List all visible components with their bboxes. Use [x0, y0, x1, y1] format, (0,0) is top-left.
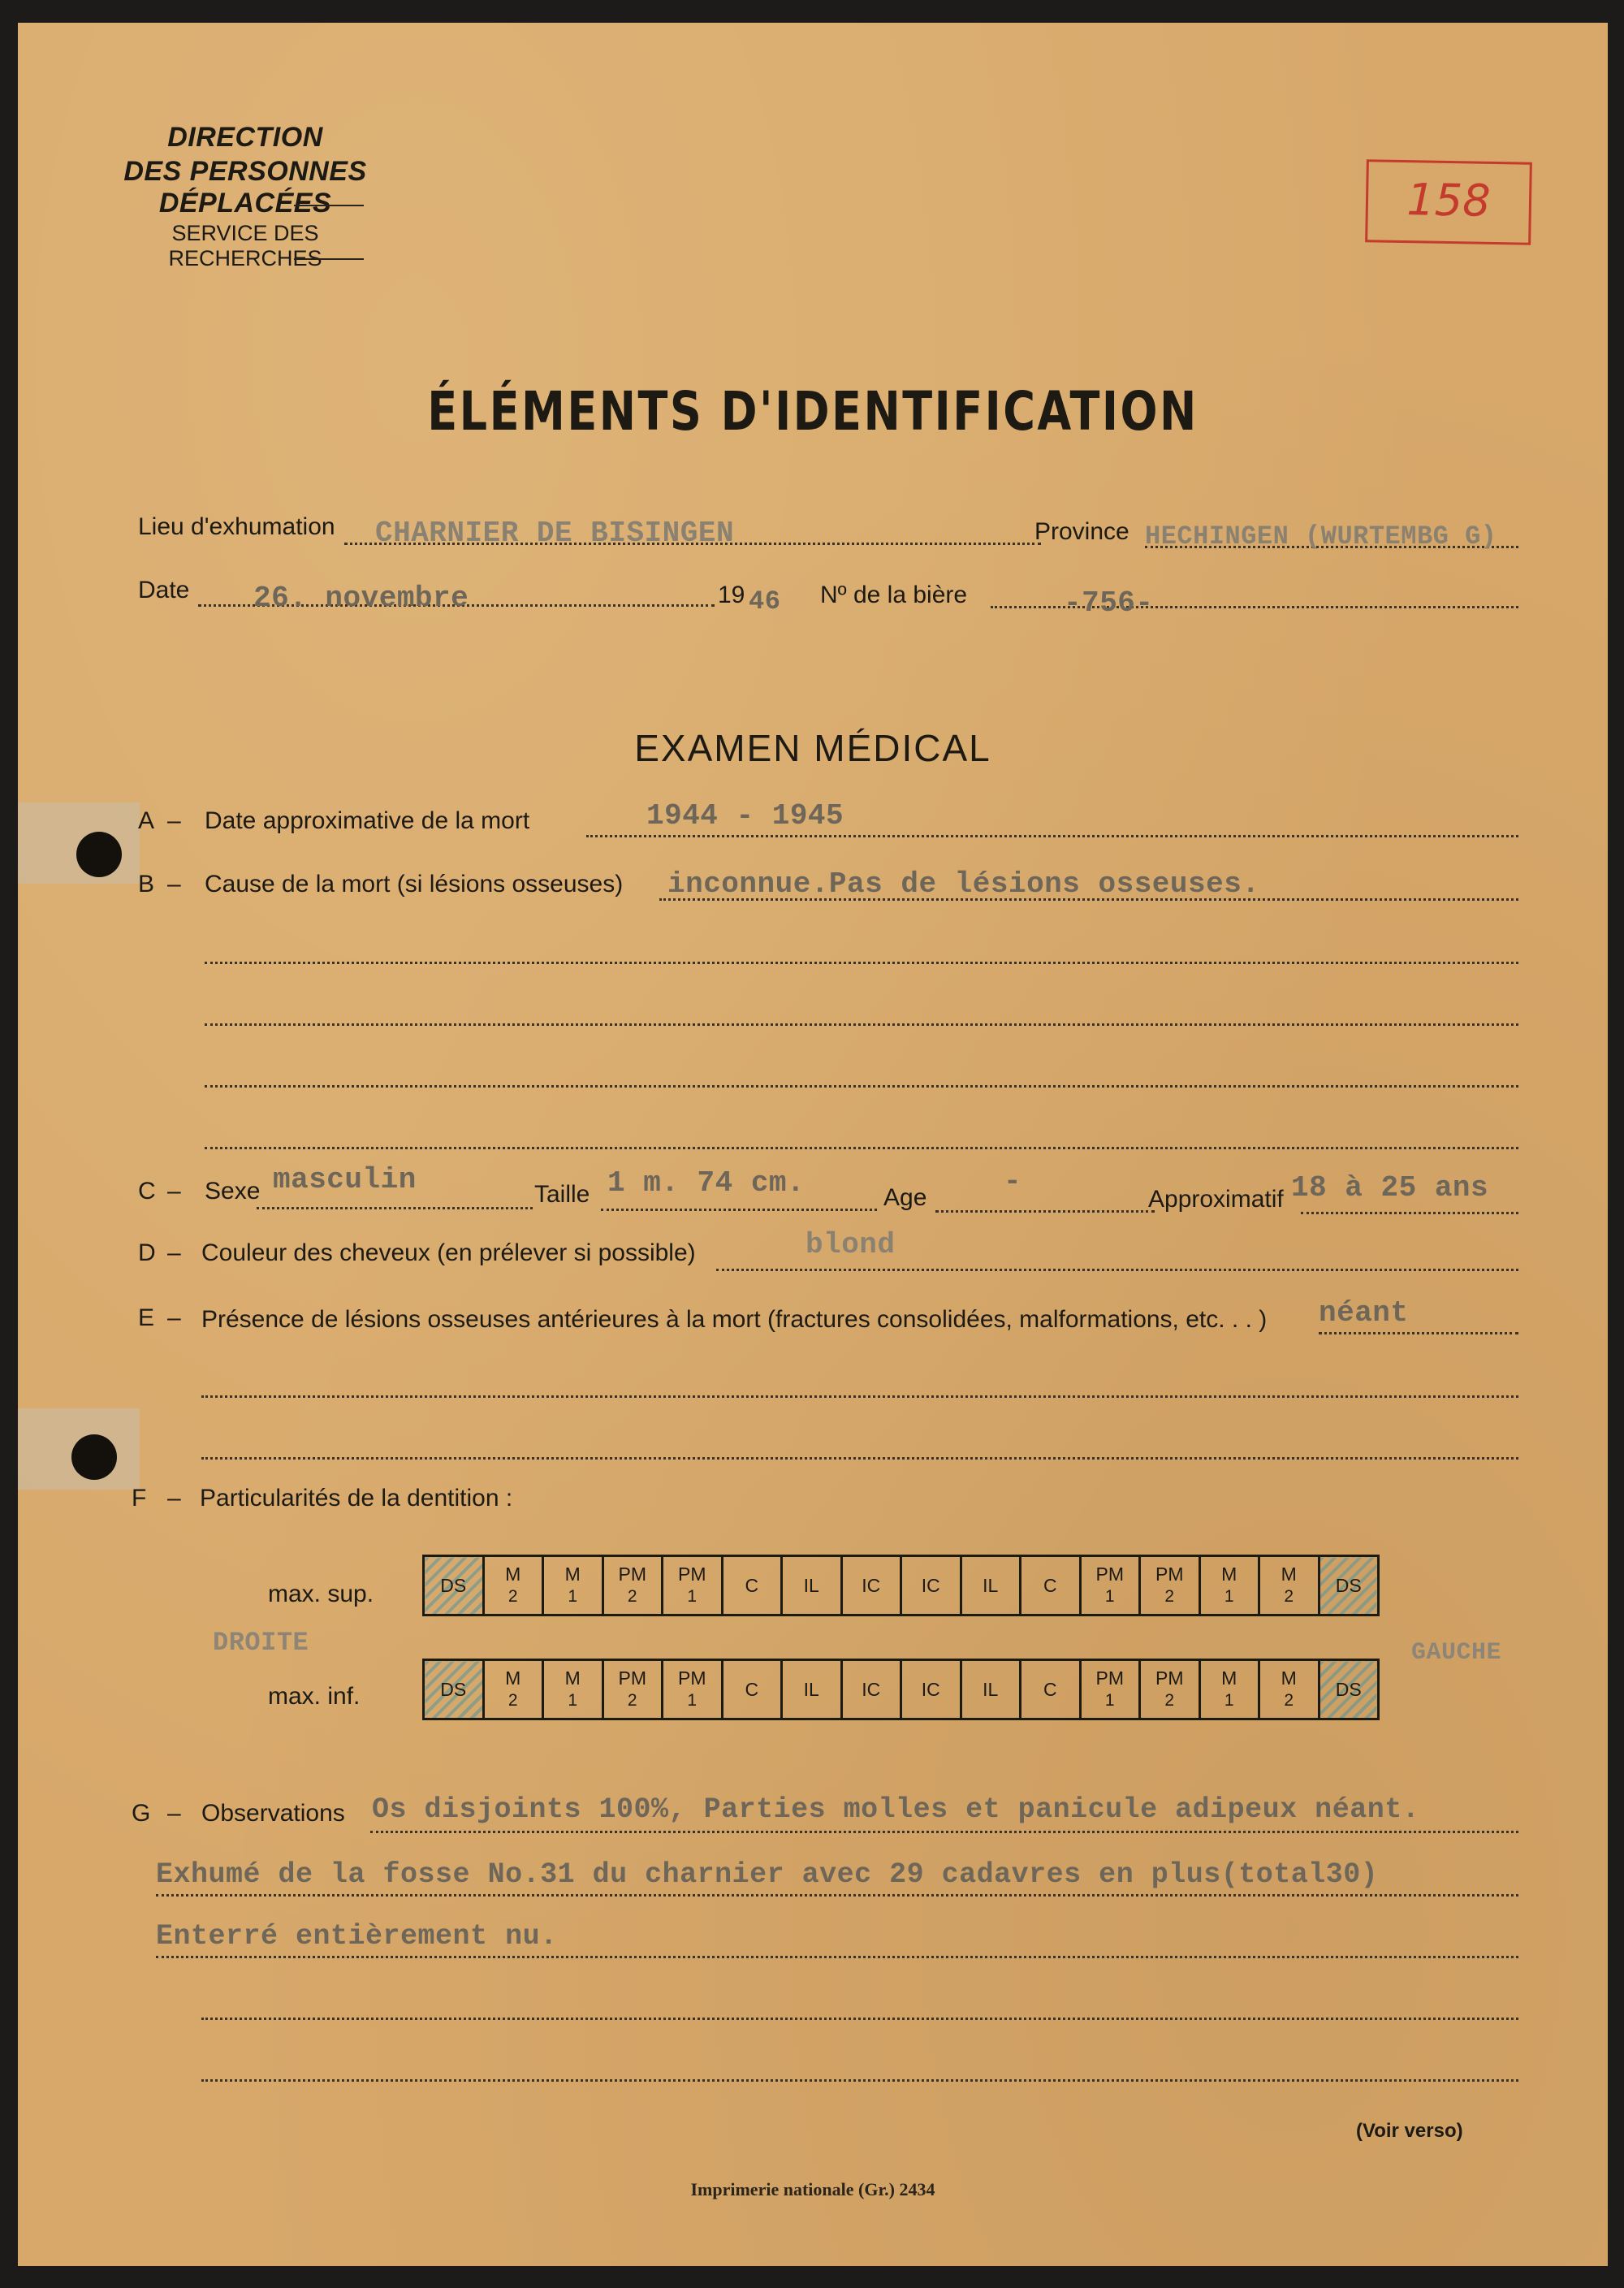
item-d-letter: D [138, 1239, 156, 1266]
tooth-label: PM [618, 1564, 646, 1585]
lieu-label: Lieu d'exhumation [138, 513, 335, 540]
item-b-value: inconnue.Pas de lésions osseuses. [667, 867, 1260, 901]
lower-tooth-cell [1259, 1660, 1320, 1719]
item-a-dotted-line [586, 835, 1518, 837]
upper-tooth-cell [782, 1556, 842, 1615]
tooth-label: PM [678, 1564, 706, 1585]
tooth-label: IC [921, 1575, 940, 1596]
tooth-label: IL [803, 1679, 819, 1700]
year-prefix: 19 [718, 582, 745, 608]
upper-tooth-cell [1259, 1556, 1320, 1615]
lower-tooth-cell [1080, 1660, 1140, 1719]
tooth-number: 1 [687, 1691, 698, 1710]
biere-label: Nº de la bière [820, 582, 968, 608]
observation-line-1: Os disjoints 100%, Parties molles et panicule adipeux néant. [372, 1793, 1420, 1826]
taille-label: Taille [534, 1181, 590, 1208]
upper-tooth-cell [961, 1556, 1021, 1615]
upper-tooth-cell [901, 1556, 961, 1615]
item-b-blank-line-1 [205, 962, 1518, 964]
item-b-letter: B [138, 871, 155, 897]
lower-tooth-cell [1140, 1660, 1200, 1719]
lower-tooth-cell [543, 1660, 603, 1719]
tooth-label: IC [862, 1679, 881, 1700]
item-d-value: blond [806, 1228, 896, 1261]
tooth-label: M [1221, 1667, 1237, 1689]
archive-number-stamp: 158 [1365, 159, 1532, 245]
tooth-number: 1 [1224, 1691, 1234, 1710]
observation-line-2: Exhumé de la fosse No.31 du charnier avec 29 cadavres en plus(total30) [156, 1858, 1379, 1891]
lower-tooth-cell [722, 1660, 782, 1719]
upper-tooth-cell [543, 1556, 603, 1615]
item-a-letter: A [138, 807, 155, 834]
tooth-label: M [1221, 1564, 1237, 1585]
punch-hole-2 [71, 1434, 117, 1480]
tooth-label: IC [921, 1679, 940, 1700]
upper-tooth-cell [722, 1556, 782, 1615]
droite-label: DROITE [213, 1628, 309, 1658]
item-e-letter: E [138, 1304, 155, 1331]
form-title: ÉLÉMENTS D'IDENTIFICATION [427, 380, 1199, 443]
item-b-blank-line-3 [205, 1085, 1518, 1088]
year-suffix: 46 [749, 586, 781, 616]
approximatif-dotted-line [1301, 1212, 1518, 1214]
lower-teeth-chart [422, 1659, 1380, 1720]
item-b-blank-line-2 [205, 1023, 1518, 1026]
approximatif-value: 18 à 25 ans [1291, 1171, 1489, 1205]
age-value: - [1004, 1165, 1022, 1198]
lower-tooth-cell [1021, 1660, 1081, 1719]
item-g-blank-line-2 [201, 2079, 1518, 2082]
upper-tooth-cell [483, 1556, 543, 1615]
sexe-label: Sexe [205, 1178, 261, 1205]
form-sheet: DIRECTION DES PERSONNES DÉPLACÉES SERVICE DES RECHERCHES 158 ÉLÉMENTS D'IDENTIFICATION Lieu d'exhumation CHARNIER DE BISINGEN Province HECHINGEN (WURTEMBG G) Date 26. novembre 19 46 Nº de la bière -756- EXAMEN MÉDICAL A – Date approximative de la mort 1944 - 1945 B – Cause de la mort (si lésions osseuses) inconnue.Pas de lésions osseuses. C – Sexe masculin Taille 1 m. 74 cm. Age - Approximatif 18 à 25 ans D – Couleur des cheveux (en prélever si possible) blond E – Présence de lésions osseuses antérieures à la mort (fractures consolidées, malformations, etc. . . ) néant F – Particularités de la dentition : max. sup. max. inf. DROITE GAUCHE DS M 2 M 1 PM 2 PM 1 C IL IC IC IL C PM 1 PM 2 M 1 M 2 DS DS M 2 M 1 PM 2 PM 1 C IL IC IC IL C PM 1 PM 2 M 1 M 2 DS G – Observations Os disjoints 100%, Parties molles et panicule adipeux néant. Exhumé de la fosse No.31 du charnier avec 29 cadavres en plus(total30) Enterré entièrement nu. (Voir verso) Imprimerie nationale (Gr.) 2434 [18, 23, 1608, 2266]
tooth-number: 2 [1164, 1691, 1175, 1710]
tooth-label: PM [618, 1667, 646, 1689]
upper-tooth-cell [1080, 1556, 1140, 1615]
tooth-number: 1 [1104, 1691, 1115, 1710]
observation-line-3: Enterré entièrement nu. [156, 1920, 558, 1953]
item-g-label: Observations [201, 1800, 345, 1827]
header-personnes-deplacees: DES PERSONNES DÉPLACÉES [123, 156, 367, 218]
lower-tooth-cell [1319, 1660, 1379, 1719]
item-a-value: 1944 - 1945 [646, 799, 844, 833]
tooth-label: PM [1095, 1564, 1124, 1585]
upper-teeth-chart [422, 1555, 1380, 1616]
biere-value: -756- [1064, 586, 1154, 620]
taille-dotted-line [601, 1209, 877, 1211]
tooth-number: 2 [1284, 1587, 1294, 1606]
tooth-label: DS [440, 1575, 467, 1596]
punch-hole-1 [76, 832, 122, 877]
tooth-label: PM [1155, 1564, 1184, 1585]
lower-tooth-cell [961, 1660, 1021, 1719]
date-label: Date [138, 577, 190, 603]
item-g-dotted-line-3 [156, 1956, 1518, 1958]
province-label: Province [1034, 518, 1129, 545]
tooth-label: C [1043, 1679, 1057, 1700]
upper-tooth-cell [424, 1556, 484, 1615]
age-label: Age [883, 1184, 927, 1211]
tooth-number: 1 [687, 1587, 698, 1606]
province-value: HECHINGEN (WURTEMBG G) [1145, 521, 1497, 551]
tooth-label: PM [1155, 1667, 1184, 1689]
tooth-label: C [745, 1575, 759, 1596]
section-title-examen-medical: EXAMEN MÉDICAL [634, 727, 991, 769]
tooth-label: M [1281, 1564, 1297, 1585]
item-e-blank-line-1 [201, 1395, 1518, 1398]
item-c-letter: C [138, 1178, 156, 1205]
printer-footer: Imprimerie nationale (Gr.) 2434 [690, 2179, 935, 2199]
upper-tooth-cell [1319, 1556, 1379, 1615]
sexe-dotted-line [257, 1207, 533, 1209]
tooth-number: 2 [508, 1587, 518, 1606]
approximatif-label: Approximatif [1148, 1186, 1284, 1213]
tooth-number: 1 [568, 1691, 578, 1710]
tooth-label: PM [1095, 1667, 1124, 1689]
tooth-number: 1 [568, 1587, 578, 1606]
item-b-blank-line-4 [205, 1147, 1518, 1149]
item-g-dotted-line-2 [156, 1894, 1518, 1897]
item-e-dotted-line [1319, 1332, 1518, 1334]
lower-tooth-cell [483, 1660, 543, 1719]
tooth-label: M [505, 1564, 521, 1585]
tooth-label: PM [678, 1667, 706, 1689]
lower-tooth-cell [424, 1660, 484, 1719]
upper-tooth-cell [1199, 1556, 1259, 1615]
item-g-letter: G [132, 1800, 151, 1827]
tooth-number: 2 [508, 1691, 518, 1710]
tooth-label: IL [983, 1575, 999, 1596]
tooth-label: DS [440, 1679, 467, 1700]
date-value: 26. novembre [253, 582, 469, 615]
item-a-label: Date approximative de la mort [205, 807, 530, 834]
voir-verso-note: (Voir verso) [1356, 2120, 1463, 2142]
upper-tooth-cell [841, 1556, 901, 1615]
tooth-number: 1 [1224, 1587, 1234, 1606]
lieu-value: CHARNIER DE BISINGEN [375, 517, 735, 550]
item-f-label: Particularités de la dentition : [200, 1485, 513, 1512]
max-sup-label: max. sup. [268, 1581, 374, 1607]
tooth-number: 2 [627, 1691, 637, 1710]
item-d-label: Couleur des cheveux (en prélever si possible) [201, 1239, 696, 1266]
age-dotted-line [935, 1210, 1155, 1213]
upper-tooth-cell [663, 1556, 723, 1615]
header-direction: DIRECTION [167, 122, 323, 153]
tooth-label: IL [983, 1679, 999, 1700]
gauche-label: GAUCHE [1411, 1639, 1502, 1667]
tooth-number: 2 [1284, 1691, 1294, 1710]
upper-tooth-cell [1140, 1556, 1200, 1615]
lower-tooth-cell [603, 1660, 663, 1719]
item-g-blank-line-1 [201, 2018, 1518, 2020]
tooth-label: M [564, 1667, 581, 1689]
lower-tooth-cell [841, 1660, 901, 1719]
tooth-label: DS [1335, 1575, 1362, 1596]
upper-tooth-cell [603, 1556, 663, 1615]
tooth-number: 2 [627, 1587, 637, 1606]
item-e-label: Présence de lésions osseuses antérieures à la mort (fractures consolidées, malformations, etc. . . ) [201, 1306, 1268, 1333]
lower-tooth-cell [1199, 1660, 1259, 1719]
lower-tooth-cell [901, 1660, 961, 1719]
item-g-dotted-line-1 [370, 1831, 1518, 1833]
lower-tooth-cell [663, 1660, 723, 1719]
tooth-label: M [564, 1564, 581, 1585]
header-rule-2 [294, 258, 364, 260]
sexe-value: masculin [273, 1163, 417, 1196]
taille-value: 1 m. 74 cm. [607, 1166, 806, 1200]
tooth-number: 1 [1104, 1587, 1115, 1606]
tooth-number: 2 [1164, 1587, 1175, 1606]
tooth-label: IC [862, 1575, 881, 1596]
item-f-letter: F [132, 1485, 147, 1512]
tooth-label: M [1281, 1667, 1297, 1689]
tooth-label: M [505, 1667, 521, 1689]
tooth-label: DS [1335, 1679, 1362, 1700]
tooth-label: C [1043, 1575, 1057, 1596]
header-rule-1 [294, 205, 364, 206]
max-inf-label: max. inf. [268, 1683, 361, 1710]
tooth-label: IL [803, 1575, 819, 1596]
item-e-blank-line-2 [201, 1457, 1518, 1460]
lower-tooth-cell [782, 1660, 842, 1719]
tooth-label: C [745, 1679, 759, 1700]
header-service-recherches: SERVICE DES RECHERCHES [168, 221, 322, 270]
item-e-value: néant [1319, 1296, 1409, 1330]
item-d-dotted-line [716, 1269, 1518, 1271]
item-b-label: Cause de la mort (si lésions osseuses) [205, 871, 624, 897]
upper-tooth-cell [1021, 1556, 1081, 1615]
